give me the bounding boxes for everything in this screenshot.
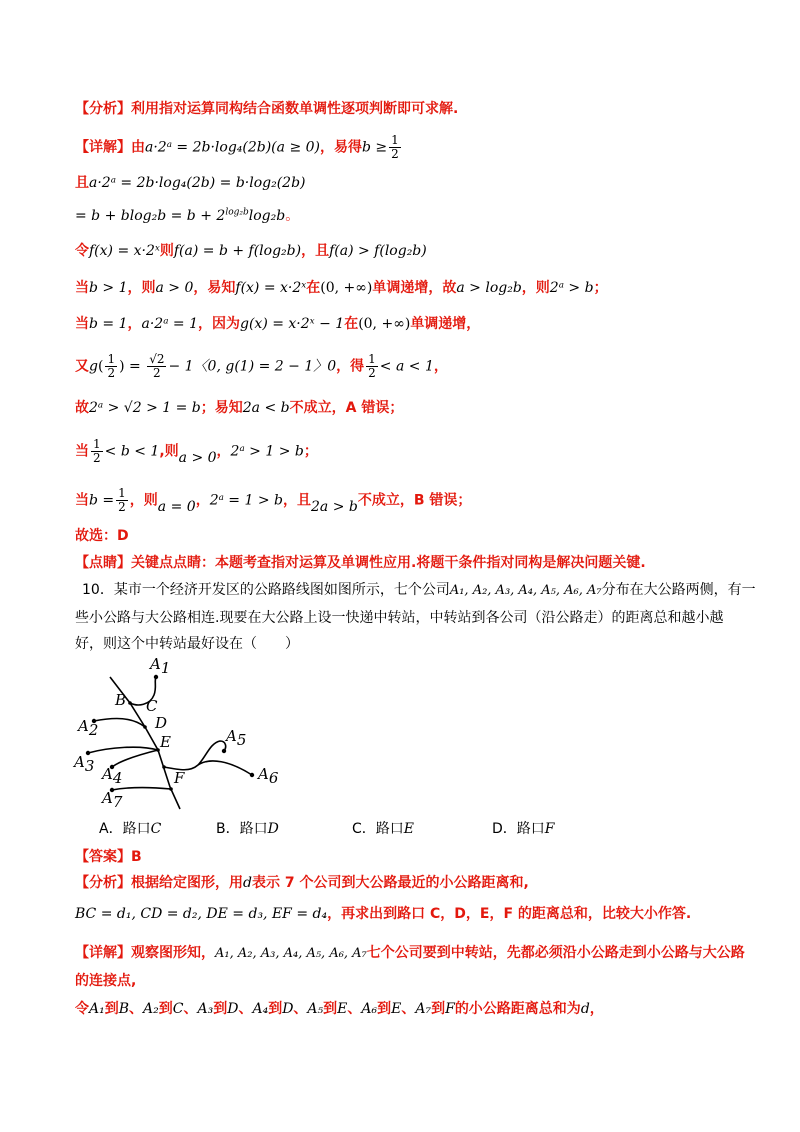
last-line-math: C bbox=[172, 1001, 184, 1017]
q10-analysis-line-1 bbox=[75, 872, 529, 894]
last-line-text: 到 bbox=[431, 1001, 446, 1017]
analysis-line-1 bbox=[75, 98, 458, 120]
equation-3b: log₂b bbox=[248, 208, 286, 224]
label-a5: A5 bbox=[226, 727, 247, 749]
q10-line-3: 好，则这个中转站最好设在（ ） bbox=[75, 636, 299, 652]
case4-b: b = bbox=[89, 492, 115, 509]
label-d: D bbox=[155, 714, 168, 732]
label-c: C bbox=[146, 697, 158, 715]
branch-a4 bbox=[112, 750, 158, 767]
detail-line-1 bbox=[75, 134, 403, 161]
and-text-2: ，且 bbox=[301, 243, 330, 259]
last-line-math: E bbox=[337, 1001, 348, 1017]
answer-tag: 【答案】 bbox=[75, 849, 131, 865]
g-rest: − 1〈0, g(1) = 2 − 1〉0 bbox=[168, 358, 337, 375]
last-line-math: F bbox=[445, 1001, 455, 1017]
label-b: B bbox=[115, 691, 127, 709]
case1-m: ； bbox=[593, 280, 608, 296]
detail-line-4 bbox=[75, 240, 427, 262]
equation-3a: = b + blog₂b = b + 2 bbox=[75, 208, 226, 224]
option-c[interactable]: C．路口E bbox=[352, 821, 415, 837]
and-text: 且 bbox=[75, 175, 89, 191]
case1-f: f(x) = x·2ˣ bbox=[235, 280, 307, 296]
last-line-math: A₇ bbox=[415, 1001, 432, 1017]
label-e: E bbox=[160, 733, 171, 751]
point-a3 bbox=[86, 751, 90, 755]
q10-detail-a: 观察图形知， bbox=[131, 945, 215, 961]
get-text: ，得 bbox=[336, 358, 365, 375]
last-line-text: 、 bbox=[238, 1001, 253, 1017]
last-line-math: A₁ bbox=[89, 1001, 105, 1017]
last-line-text: 到 bbox=[377, 1001, 392, 1017]
option-b[interactable]: B．路口D bbox=[216, 821, 279, 837]
point-f bbox=[169, 787, 173, 791]
fraction-half-5: $\frac{1}{2}$ bbox=[118, 486, 126, 514]
q10-analysis-tag: 【分析】 bbox=[75, 875, 131, 891]
case4-d: a = 0 bbox=[157, 498, 196, 515]
fraction-half-3: $\frac{1}{2}$ bbox=[368, 352, 376, 380]
easy-get-text: ，易得 bbox=[320, 139, 362, 156]
case4-e: ， bbox=[195, 492, 210, 509]
detail-line-8 bbox=[75, 397, 403, 419]
last-line-text: 到 bbox=[323, 1001, 338, 1017]
also-text: 又 bbox=[75, 358, 89, 375]
last-line-text: 、 bbox=[347, 1001, 362, 1017]
case4-c: ，则 bbox=[129, 492, 158, 509]
answer-text: B bbox=[131, 849, 142, 865]
case1-k: ，则 bbox=[521, 280, 550, 296]
case1-i: 单调递增，故 bbox=[372, 280, 457, 296]
point-b bbox=[128, 701, 132, 705]
comment-tag: 【点睛】 bbox=[75, 555, 131, 571]
case3-f: 2ᵃ > 1 > b bbox=[230, 443, 304, 460]
case1-e: ，易知 bbox=[193, 280, 236, 296]
q10-analysis-b: 表示 7 个公司到大公路最近的小公路距离和, bbox=[251, 875, 529, 891]
last-line-math: A₅ bbox=[307, 1001, 324, 1017]
range-tail: ， bbox=[433, 358, 448, 375]
equation-2: a·2ᵃ = 2b·log₄(2b) = b·log₂(2b) bbox=[89, 175, 306, 191]
label-a2: A2 bbox=[78, 717, 99, 739]
case2-e: ，因为 bbox=[198, 316, 240, 332]
last-line-text: 、 bbox=[129, 1001, 144, 1017]
last-line-math: A₂ bbox=[143, 1001, 159, 1017]
q10-analysis-a: 根据给定图形，用 bbox=[131, 875, 243, 891]
q10-analysis-line-2 bbox=[75, 903, 691, 925]
last-line-math: B bbox=[118, 1001, 130, 1017]
case2-a: 当 bbox=[75, 316, 89, 332]
g-symbol: g bbox=[89, 358, 98, 375]
comment-text: 关键点点睛：本题考查指对运算及单调性应用.将题干条件指对同构是解决问题关键. bbox=[131, 555, 646, 571]
f-definition: f(x) = x·2ˣ bbox=[89, 243, 160, 259]
case2-i: 单调递增， bbox=[410, 316, 481, 332]
last-line-text: 到 bbox=[268, 1001, 283, 1017]
case2-f: g(x) = x·2ˣ − 1 bbox=[240, 316, 345, 332]
case1-l: 2ᵃ > b bbox=[549, 280, 594, 296]
case4-f: 2ᵃ = 1 > b bbox=[209, 492, 283, 509]
detail-line-7: 又g( $\frac{1}{2}$ ) = $\frac{√2}{2}$ − 1〈0, g(1) = 2 − 1〉0，得 $\frac{1}{2}$ < a < 1， bbox=[75, 352, 448, 380]
label-a6: A6 bbox=[258, 765, 279, 787]
q10-detail-line-3 bbox=[75, 998, 604, 1020]
q10-text-1b: 分布在大公路两侧，有一 bbox=[601, 582, 756, 598]
label-a1: A1 bbox=[150, 655, 171, 677]
so2-text: ；易知 bbox=[200, 400, 243, 416]
f-of-a: f(a) = b + f(log₂b) bbox=[173, 243, 302, 259]
choose-line: 故选：D bbox=[75, 528, 129, 544]
case1-g: 在 bbox=[306, 280, 321, 296]
case3-b: < b < 1 bbox=[104, 443, 160, 460]
point-e bbox=[162, 765, 166, 769]
q10-number: 10． bbox=[82, 582, 114, 598]
then-text: 则 bbox=[159, 243, 174, 259]
answer-line bbox=[75, 846, 142, 868]
equation-3-exponent: log₂b bbox=[225, 207, 249, 218]
analysis-tag: 【分析】 bbox=[75, 101, 131, 117]
last-line-text: 到 bbox=[213, 1001, 228, 1017]
equation-1: a·2ᵃ = 2b·log₄(2b)(a ≥ 0) bbox=[145, 139, 320, 156]
road-map-diagram bbox=[70, 655, 290, 815]
branch-a2 bbox=[94, 719, 145, 727]
case2-g: 在 bbox=[344, 316, 359, 332]
detail-line-9 bbox=[75, 438, 318, 465]
fraction-half-2: $\frac{1}{2}$ bbox=[107, 352, 116, 380]
q10-companies: A₁, A₂, A₃, A₄, A₅, A₆, A₇ bbox=[449, 583, 602, 598]
last-line-text: 到 bbox=[158, 1001, 173, 1017]
case2-d: a·2ᵃ = 1 bbox=[141, 316, 198, 332]
detail-lead: 由 bbox=[131, 139, 145, 156]
last-line-text: ， bbox=[589, 1001, 604, 1017]
last-line-math: D bbox=[282, 1001, 294, 1017]
case2-c: ， bbox=[127, 316, 142, 332]
last-line-text: 、 bbox=[293, 1001, 308, 1017]
q10-detail-b: 七个公司要到中转站，先都必须沿小公路走到小公路与大公路 bbox=[366, 945, 745, 961]
inequality-2: 2a < b bbox=[242, 400, 290, 416]
last-line-math: E bbox=[391, 1001, 402, 1017]
last-line-math: A₆ bbox=[361, 1001, 378, 1017]
q10-analysis-d: d bbox=[243, 875, 252, 891]
label-a3: A3 bbox=[74, 753, 95, 775]
last-line-text: 令 bbox=[75, 1001, 89, 1017]
case4-a: 当 bbox=[75, 492, 89, 509]
last-line-text: 、 bbox=[183, 1001, 198, 1017]
last-line-math: d bbox=[580, 1001, 590, 1017]
last-line-text: 的小公路距离总和为 bbox=[454, 1001, 581, 1017]
last-line-math: A₄ bbox=[252, 1001, 269, 1017]
option-b-wrong: 不成立，B 错误； bbox=[357, 492, 472, 509]
case1-a: 当 bbox=[75, 280, 89, 296]
let-text: 令 bbox=[75, 243, 89, 259]
inequality-1: 2ᵃ > √2 > 1 = b bbox=[89, 400, 201, 416]
fraction-sqrt2-over-2: $\frac{√2}{2}$ bbox=[149, 352, 165, 380]
point-c bbox=[143, 725, 147, 729]
case3-g: ； bbox=[303, 443, 318, 460]
q10-line-2: 些小公路与大公路相连.现要在大公路上设一快递中转站，中转站到各公司（沿公路走）的距离总和越小越 bbox=[75, 610, 724, 626]
q10-line-1 bbox=[82, 579, 756, 602]
detail-line-6 bbox=[75, 313, 480, 335]
option-a[interactable]: A．路口C bbox=[99, 821, 162, 837]
last-line-math: D bbox=[227, 1001, 239, 1017]
q10-text-1a: 某市一个经济开发区的公路路线图如图所示，七个公司 bbox=[113, 582, 450, 598]
case3-a: 当 bbox=[75, 443, 89, 460]
case2-h: (0, +∞) bbox=[358, 316, 411, 332]
comment-line bbox=[75, 552, 646, 574]
case1-d: a > 0 bbox=[155, 280, 194, 296]
case3-d: a > 0 bbox=[178, 449, 217, 466]
label-a7: A7 bbox=[102, 789, 123, 811]
last-line-math: A₃ bbox=[197, 1001, 214, 1017]
point-a1 bbox=[154, 675, 158, 679]
label-f: F bbox=[174, 769, 185, 787]
case2-b: b = 1 bbox=[89, 316, 128, 332]
case3-e: ， bbox=[216, 443, 231, 460]
point-a6 bbox=[250, 773, 254, 777]
last-line-text: 到 bbox=[104, 1001, 119, 1017]
branch-a7 bbox=[112, 788, 171, 790]
equation-3-end: 。 bbox=[285, 208, 300, 224]
analysis-text: 利用指对运算同构结合函数单调性逐项判断即可求解. bbox=[131, 101, 459, 117]
case1-b: b > 1 bbox=[89, 280, 128, 296]
case3-c: ,则 bbox=[159, 443, 179, 460]
q10-analysis-c: ，再求出到路口 C，D，E，F 的距离总和，比较大小作答. bbox=[327, 906, 692, 922]
fraction-half: $\frac{1}{2}$ bbox=[391, 133, 399, 161]
case4-h: 2a > b bbox=[310, 498, 358, 515]
detail-line-5 bbox=[75, 277, 608, 299]
so-text: 故 bbox=[75, 400, 89, 416]
detail-tag: 【详解】 bbox=[75, 139, 131, 156]
label-a4: A4 bbox=[102, 765, 123, 787]
range-end: < a < 1 bbox=[379, 358, 434, 375]
point-a5 bbox=[222, 749, 226, 753]
option-d[interactable]: D．路口F bbox=[492, 821, 555, 837]
case4-g: ，且 bbox=[282, 492, 311, 509]
q10-detail-line-1 bbox=[75, 942, 745, 965]
case1-j: a > log₂b bbox=[456, 280, 522, 296]
detail-line-10 bbox=[75, 487, 471, 514]
b-ge-text: b ≥ bbox=[362, 139, 388, 156]
case1-h: (0, +∞) bbox=[320, 280, 373, 296]
option-a-wrong: 不成立，A 错误； bbox=[289, 400, 404, 416]
fraction-half-4: $\frac{1}{2}$ bbox=[93, 437, 101, 465]
q10-detail-tag: 【详解】 bbox=[75, 945, 131, 961]
detail-line-2 bbox=[75, 172, 306, 194]
q10-analysis-equation: BC = d₁, CD = d₂, DE = d₃, EF = d₄ bbox=[75, 906, 328, 922]
q10-detail-line-2: 的连接点, bbox=[75, 973, 137, 989]
detail-line-3 bbox=[75, 205, 299, 227]
last-line-text: 、 bbox=[401, 1001, 416, 1017]
f-inequality: f(a) > f(log₂b) bbox=[329, 243, 427, 259]
q10-detail-companies: A₁, A₂, A₃, A₄, A₅, A₆, A₇ bbox=[215, 946, 367, 961]
case1-c: ，则 bbox=[127, 280, 156, 296]
